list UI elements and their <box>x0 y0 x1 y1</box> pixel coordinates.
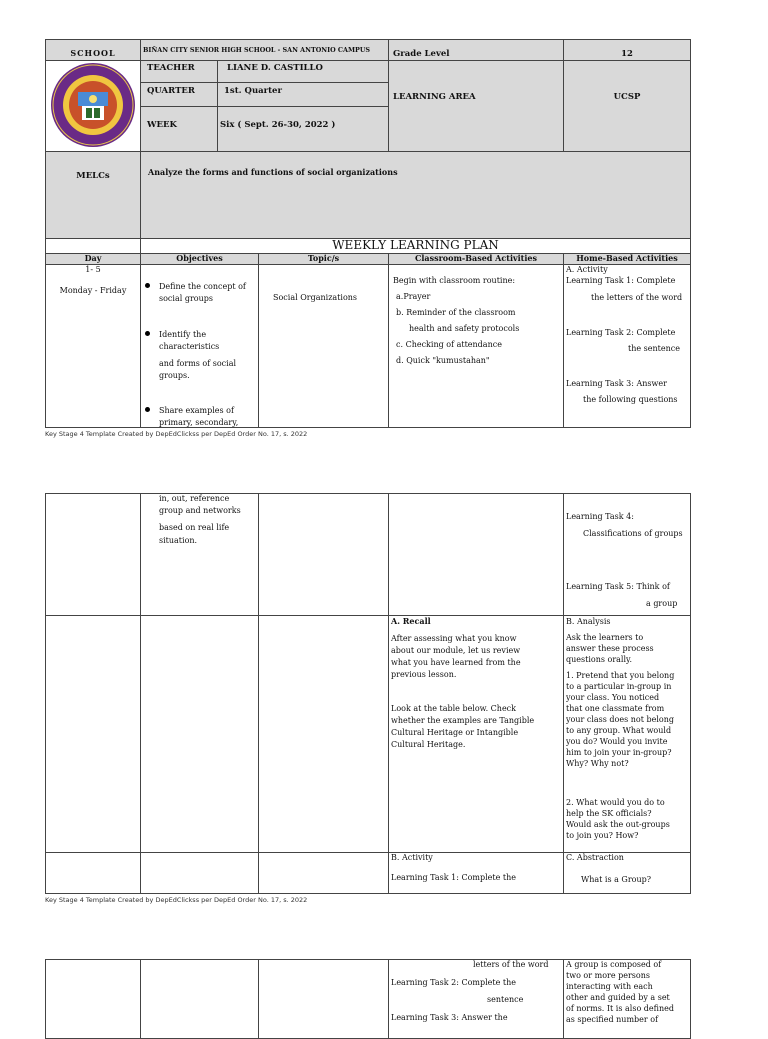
p2-home-line-1: Learning Task 4: <box>566 512 634 521</box>
p3-class-line-2: Learning Task 2: Complete the <box>391 978 517 987</box>
p3-home-line-4: other and guided by a set <box>566 993 670 1002</box>
p2-day-cell-3 <box>45 852 141 894</box>
page-footer: Key Stage 4 Template Created by DepEdClickss per DepEd Order No. 17, s. 2022 <box>45 430 308 438</box>
plan-title: WEEKLY LEARNING PLAN <box>332 238 499 252</box>
recall-p2-l2: whether the examples are Tangible <box>391 716 535 725</box>
p2-topics-cell-2 <box>258 615 389 853</box>
p2-objectives-cell-3 <box>140 852 259 894</box>
activity-title: B. Activity <box>391 853 433 862</box>
class-line-4: health and safety protocols <box>409 324 520 333</box>
activity-line-1: Learning Task 1: Complete the <box>391 873 517 882</box>
grade-label: Grade Level <box>393 49 450 59</box>
home-line-4: Learning Task 2: Complete <box>566 328 676 337</box>
p2-obj-line-1: in, out, reference <box>159 494 230 503</box>
class-line-5: c. Checking of attendance <box>396 340 502 349</box>
analysis-q1-l7: you do? Would you invite <box>566 737 668 746</box>
melcs-value-cell <box>140 151 691 239</box>
melcs-value: Analyze the forms and functions of social organizations <box>148 167 398 177</box>
recall-p1-l1: After assessing what you know <box>391 634 517 643</box>
page-footer: Key Stage 4 Template Created by DepEdClickss per DepEd Order No. 17, s. 2022 <box>45 896 308 904</box>
p3-home-line-3: interacting with each <box>566 982 653 991</box>
p2-obj-line-2: group and networks <box>159 506 241 515</box>
day-value: 1- 5 <box>85 265 101 274</box>
p2-obj-line-4: situation. <box>159 536 198 545</box>
bullet-icon <box>145 283 150 288</box>
col-classroom: Classroom-Based Activities <box>414 253 537 263</box>
area-value: UCSP <box>613 92 641 102</box>
analysis-line-2: answer these process <box>566 644 654 653</box>
analysis-q1-l2: to a particular in-group in <box>566 682 672 691</box>
topic-value: Social Organizations <box>273 293 358 302</box>
p2-obj-line-3: based on real life <box>159 523 230 532</box>
area-label: LEARNING AREA <box>393 92 476 102</box>
objective-2a: Identify the <box>159 330 207 339</box>
objective-2c: and forms of social <box>159 359 237 368</box>
p3-home-line-5: of norms. It is also defined <box>566 1004 675 1013</box>
analysis-q1-l5: your class does not belong <box>566 715 674 724</box>
analysis-q2-l2: help the SK officials? <box>566 809 652 818</box>
col-objectives: Objectives <box>176 253 223 263</box>
analysis-q2-l3: Would ask the out-groups <box>566 820 670 829</box>
abstraction-title: C. Abstraction <box>566 853 624 862</box>
home-line-6: Learning Task 3: Answer <box>566 379 667 388</box>
recall-p1-l2: about our module, let us review <box>391 646 521 655</box>
topics-cell <box>258 264 389 428</box>
school-name: BIÑAN CITY SENIOR HIGH SCHOOL - SAN ANTONIO CAMPUS <box>143 46 371 54</box>
class-line-3: b. Reminder of the classroom <box>396 308 516 317</box>
p3-class-line-4: Learning Task 3: Answer the <box>391 1013 508 1022</box>
quarter-label: QUARTER <box>147 86 195 96</box>
p3-home-line-6: as specified number of <box>566 1015 659 1024</box>
bullet-icon <box>145 331 150 336</box>
p2-home-line-4: a group <box>646 599 678 608</box>
class-line-1: Begin with classroom routine: <box>393 276 516 285</box>
objective-3a: Share examples of <box>159 406 234 415</box>
recall-p2-l3: Cultural Heritage or Intangible <box>391 728 519 737</box>
class-line-6: d. Quick "kumustahan" <box>396 356 490 365</box>
teacher-label: TEACHER <box>147 63 195 73</box>
bullet-icon <box>145 407 150 412</box>
recall-p1-l3: what you have learned from the <box>391 658 521 667</box>
objective-1b: social groups <box>159 294 213 303</box>
p3-home-line-1: A group is composed of <box>566 960 662 969</box>
p2-classroom-cell <box>388 493 564 616</box>
week-label: WEEK <box>147 120 177 130</box>
abstraction-line-1: What is a Group? <box>581 875 652 884</box>
p2-topics-cell <box>258 493 389 616</box>
recall-p1-l4: previous lesson. <box>391 670 457 679</box>
school-label: SCHOOL <box>70 48 116 58</box>
home-line-3: the letters of the word <box>591 293 683 302</box>
melcs-label-cell <box>45 151 141 239</box>
p2-topics-cell-3 <box>258 852 389 894</box>
col-topics: Topic/s <box>307 253 340 263</box>
recall-p2-l1: Look at the table below. Check <box>391 704 516 713</box>
title-left-cell <box>45 238 141 254</box>
analysis-line-3: questions orally. <box>566 655 633 664</box>
area-label-cell <box>388 60 564 152</box>
analysis-q1-l9: Why? Why not? <box>566 759 629 768</box>
analysis-title: B. Analysis <box>566 617 611 626</box>
teacher-value: LIANE D. CASTILLO <box>227 63 323 73</box>
p2-day-cell-2 <box>45 615 141 853</box>
area-value-cell <box>563 60 691 152</box>
analysis-q1-l3: your class. You noticed <box>566 693 660 702</box>
grade-value: 12 <box>621 49 633 59</box>
objective-2d: groups. <box>159 371 190 380</box>
recall-p2-l4: Cultural Heritage. <box>391 740 466 749</box>
objective-2b: characteristics <box>159 342 220 351</box>
day-range: Monday - Friday <box>59 286 127 295</box>
p2-objectives-cell-2 <box>140 615 259 853</box>
p3-class-line-1: letters of the word <box>473 960 549 969</box>
p2-day-cell <box>45 493 141 616</box>
analysis-q2-l4: to join you? How? <box>566 831 639 840</box>
analysis-q1-l4: that one classmate from <box>566 704 665 713</box>
analysis-q1-l1: 1. Pretend that you belong <box>566 671 675 680</box>
p3-topics-cell <box>258 959 389 1039</box>
week-value: Six ( Sept. 26-30, 2022 ) <box>220 120 336 130</box>
p3-classroom-cell <box>388 959 564 1039</box>
analysis-q2-l1: 2. What would you do to <box>566 798 665 807</box>
col-day: Day <box>84 253 102 263</box>
objective-3b: primary, secondary, <box>159 418 239 427</box>
objective-1a: Define the concept of <box>159 282 246 291</box>
home-line-5: the sentence <box>628 344 680 353</box>
class-line-2: a.Prayer <box>396 292 431 301</box>
p2-home-line-2: Classifications of groups <box>583 529 683 538</box>
p3-objectives-cell <box>140 959 259 1039</box>
analysis-q1-l6: to any group. What would <box>566 726 672 735</box>
quarter-value: 1st. Quarter <box>224 86 282 96</box>
analysis-q1-l8: him to join your in-group? <box>566 748 672 757</box>
home-line-2: Learning Task 1: Complete <box>566 276 676 285</box>
analysis-line-1: Ask the learners to <box>566 633 644 642</box>
home-line-1: A. Activity <box>566 265 608 274</box>
col-home: Home-Based Activities <box>576 253 678 263</box>
p3-class-line-3: sentence <box>487 995 524 1004</box>
p2-home-line-3: Learning Task 5: Think of <box>566 582 670 591</box>
p3-home-line-2: two or more persons <box>566 971 650 980</box>
school-logo <box>50 62 136 148</box>
melcs-label: MELCs <box>76 171 110 181</box>
p3-day-cell <box>45 959 141 1039</box>
home-line-7: the following questions <box>583 395 678 404</box>
recall-title: A. Recall <box>391 616 431 626</box>
